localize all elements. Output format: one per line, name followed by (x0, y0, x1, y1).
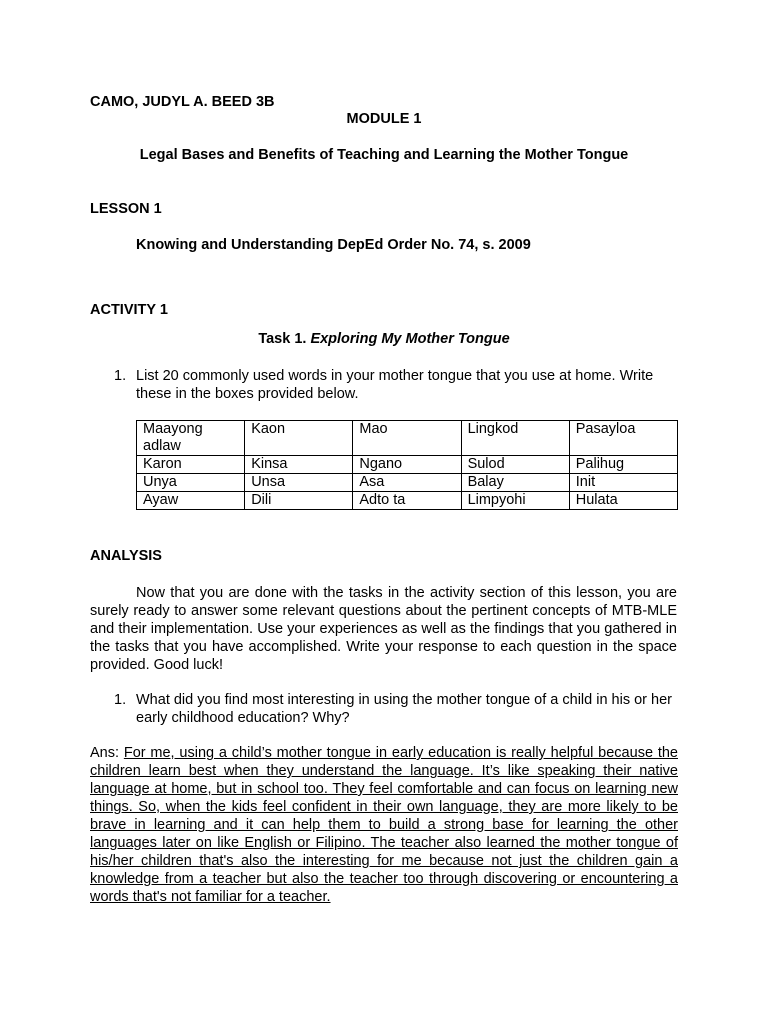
activity-label: ACTIVITY 1 (90, 302, 168, 318)
author-line: CAMO, JUDYL A. BEED 3B (90, 94, 275, 110)
task-heading (0, 331, 768, 348)
table-cell: Mao (353, 421, 461, 456)
table-cell: Ngano (353, 456, 461, 474)
question-text: What did you find most interesting in using the mother tongue of a child in his or her early childhood education? Why? (136, 692, 672, 726)
task-prefix: Task 1. (258, 331, 311, 347)
module-title: Legal Bases and Benefits of Teaching and Learning the Mother Tongue (139, 147, 629, 163)
table-cell: Hulata (569, 492, 677, 510)
table-row (137, 492, 678, 510)
instruction-text: List 20 commonly used words in your mother tongue that you use at home. Write these in the boxes provided below. (136, 368, 654, 402)
table-cell: Kinsa (245, 456, 353, 474)
instruction-number: 1. (114, 368, 127, 384)
table-cell: Pasayloa (569, 421, 677, 456)
analysis-label: ANALYSIS (90, 548, 162, 564)
table-cell: Adto ta (353, 492, 461, 510)
module-heading: MODULE 1 (346, 111, 422, 127)
task-title: Exploring My Mother Tongue (310, 331, 510, 347)
table-cell: Sulod (461, 456, 569, 474)
table-cell: Dili (245, 492, 353, 510)
table-cell: Limpyohi (461, 492, 569, 510)
mother-tongue-words-table (136, 420, 678, 510)
analysis-intro: Now that you are done with the tasks in the activity section of this lesson, you are surely ready to answer some relevant questions about the pertinent concepts of MTB-MLE and their implementation. Use your experiences as well as the findings that you gathered in the tasks that you have accomplished. Write your response to each question in the space provided. Good luck! (90, 585, 677, 673)
table-cell: Kaon (245, 421, 353, 456)
lesson-title: Knowing and Understanding DepEd Order No. 74, s. 2009 (136, 237, 531, 253)
answer-block (90, 744, 678, 906)
table-cell: Unya (137, 474, 245, 492)
lesson-label: LESSON 1 (90, 201, 162, 217)
table-cell: Karon (137, 456, 245, 474)
table-cell: Unsa (245, 474, 353, 492)
table-row (137, 456, 678, 474)
table-cell: Lingkod (461, 421, 569, 456)
table-cell: Balay (461, 474, 569, 492)
table-cell: Palihug (569, 456, 677, 474)
table-row (137, 421, 678, 456)
table-cell: Asa (353, 474, 461, 492)
table-cell: Maayong adlaw (137, 421, 245, 456)
table-cell: Init (569, 474, 677, 492)
answer-label: Ans: (90, 745, 124, 761)
table-cell: Ayaw (137, 492, 245, 510)
answer-text: For me, using a child’s mother tongue in early education is really helpful because the children learn best when they understand the language. It’s like speaking their native language at home, but in school too. They feel comfortable and can focus on learning new things. So, when the kids feel confident in their own language, they are more likely to be brave in learning and it can help them to build a strong base for learning the other languages later on like English or Filipino. The teacher also learned the mother tongue of his/her children that's also the interesting for me because not just the children gain a knowledge from a teacher but also the teacher too through discovering or encountering a words that's not familiar for a teacher. (90, 745, 678, 905)
question-number: 1. (114, 692, 127, 708)
table-row (137, 474, 678, 492)
